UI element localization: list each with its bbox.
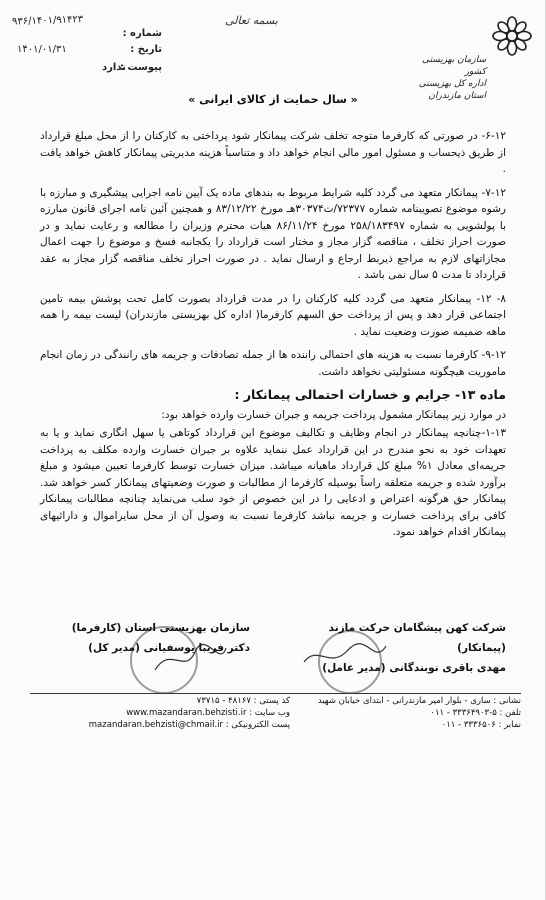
clause-12-9: ۹-۱۲- کارفرما نسبت به هزینه های احتمالی راننده ها از جمله تصادفات و جریمه های رانندگی در زمان انجام ماموریت هیچگونه مسئولیتی نخواهد داشت. (40, 349, 506, 378)
number-label: شماره : (122, 28, 162, 39)
letter-footer (30, 695, 521, 745)
besmeh-handwritten: بسمه تعالی (225, 14, 278, 27)
article-13-intro: در موارد زیر پیمانکار مشمول پرداخت جریمه و جبران خسارت وارده خواهد بود: (161, 408, 506, 421)
article-13-heading: ماده ۱۳- جرایم و خسارات احتمالی پیمانکار : (234, 387, 506, 402)
signatures-block (40, 618, 506, 688)
letter-meta (12, 8, 162, 78)
date-handwritten: ۱۴۰۱/۰۱/۳۱ (17, 44, 67, 55)
attachment-value: ندارد (102, 62, 126, 73)
clause-12-8: ۸- ۱۲- پیمانکار متعهد می گردد کلیه کارکنان را در مدت قرارداد بصورت کامل تحت پوشش بیمه تامین اجتماعی قرار دهد و پس از پرداخت حق السهم کارفرما( اداره کل بهزیستی مازندران) لیست بیمه را همه ماهه ضمیمه صورت وضعیت نماید . (40, 292, 506, 338)
website-link[interactable]: www.mazandaran.behzisti.ir (126, 708, 247, 718)
email-label: پست الکترونیکی : (225, 720, 290, 730)
number-field (123, 26, 162, 41)
attachment-label: پیوست : (119, 62, 162, 73)
contractor-title: شرکت کهن پیشگامان حرکت مازند (پیمانکار) (328, 622, 506, 654)
reference-number-handwritten: ۹۳۶/۱۴۰۱/۹۱۴۲۳ (11, 14, 84, 28)
org-line-1: سازمان بهزیستی کشور (421, 55, 486, 77)
clause-12-6: ۶-۱۲- در صورتی که کارفرما متوجه تخلف شرکت پیمانکار شود پرداختی به کارکنان را از محل مبلغ قرارداد از طریق ذیحساب و مسئول امور مالی انجام خواهد داد و متناسباً هزینه مدیریتی پیمانکار کاهش خواهد یافت . (40, 130, 506, 175)
website-label: وب سایت : (249, 708, 290, 718)
footer-web (30, 695, 290, 731)
date-label: تاریخ : (130, 44, 162, 55)
date-field (130, 42, 162, 57)
contractor-name: مهدی باقری نوبندگانی (مدیر عامل) (322, 662, 506, 674)
employer-title: سازمان بهزیستی استان (کارفرما) (71, 622, 250, 634)
employer-signature (60, 618, 250, 658)
footer-fax: نمابر : ۳۳۳۶۵۰۶ - ۰۱۱ (441, 720, 521, 730)
footer-contact (291, 695, 521, 731)
org-line-2: اداره کل بهزیستی استان مازندران (418, 79, 486, 101)
footer-address: نشانی : ساری - بلوار امیر مازندرانی - ابتدای خیابان شهید (317, 696, 521, 706)
email-link[interactable]: mazandaran.behzisti@chmail.ir (88, 720, 224, 730)
year-slogan: « سال حمایت از کالای ایرانی » (188, 93, 358, 106)
footer-divider (30, 693, 521, 694)
employer-name: دکتر فریبا یوسفیانی (مدیر کل) (88, 642, 250, 654)
letter-body (40, 128, 506, 548)
attachment-field (120, 60, 162, 75)
footer-postal-code: کد پستی : ۴۸۱۶۷ - ۷۳۷۱۵ (196, 696, 290, 706)
footer-email-row (30, 719, 290, 731)
clause-13-1: ۱-۱۳-چنانچه پیمانکار در انجام وظایف و تکالیف موضوع این قرارداد کوتاهی یا سهل انگاری نماید و یا به تعهدات خود به نحو مندرج در این قرارداد عمل ننماید علاوه بر جبران خسارت وارده مکلف به پرداخت جریمه‌ای معادل ۱% مبلغ کل قرارداد ماهیانه میباشد. میزان خسارت توسط کارفرما تعیین میشود و مبلغ برآورد شده و جریمه متعلقه راساً بوسیله کارفرما از مطالبات و صورت وضعیتهای پیمانکار کسر خواهد شد. پیمانکار حق هرگونه اعتراض و ادعایی را در این خصوص از خود سلب می‌نماید چنانچه مطالبات پیمانکار کافی برای پرداخت خسارت و جریمه نباشد کارفرما نسبت به وصول آن از محل سایراموال و دارائیهای پیمانکار اقدام خواهد نمود. (40, 427, 506, 538)
contractor-signature (286, 618, 506, 678)
footer-website-row (30, 707, 290, 719)
footer-phone: تلفن : ۵-۳۳۳۶۴۹۰۳ - ۰۱۱ (430, 708, 521, 718)
behzisti-logo-icon (490, 14, 534, 58)
clause-12-7: ۷-۱۲- پیمانکار متعهد می گردد کلیه شرایط مربوط به بندهای ماده یک آیین نامه اجرایی پیشگیری و مبارزه با رشوه موضوع تصویبنامه شماره ۷۲۳۷۷/ت۳۰۳۷۴هـ مورخ ۸۳/۱۲/۲۲ و همچنین آئین نامه اجرای قانون مبارزه با پولشویی به شماره ۲۵۸/۱۸۳۴۹۷ مورخ ۸۶/۱۱/۲۴ هیات محترم وزیران را مطالعه و رعایت نماید و در صورت احراز تخلف ، مناقصه گزار مجاز و مختار است قرارداد را یکجانبه فسخ و موضوع را جهت اعمال مجازاتهای لازم به مراجع ذیربط ارجاع و ارسال نماید . در صورت احراز تخلف مناقصه گزار مجاز به عقد قرارداد تا مدت ۵ سال نمی باشد . (40, 186, 506, 281)
